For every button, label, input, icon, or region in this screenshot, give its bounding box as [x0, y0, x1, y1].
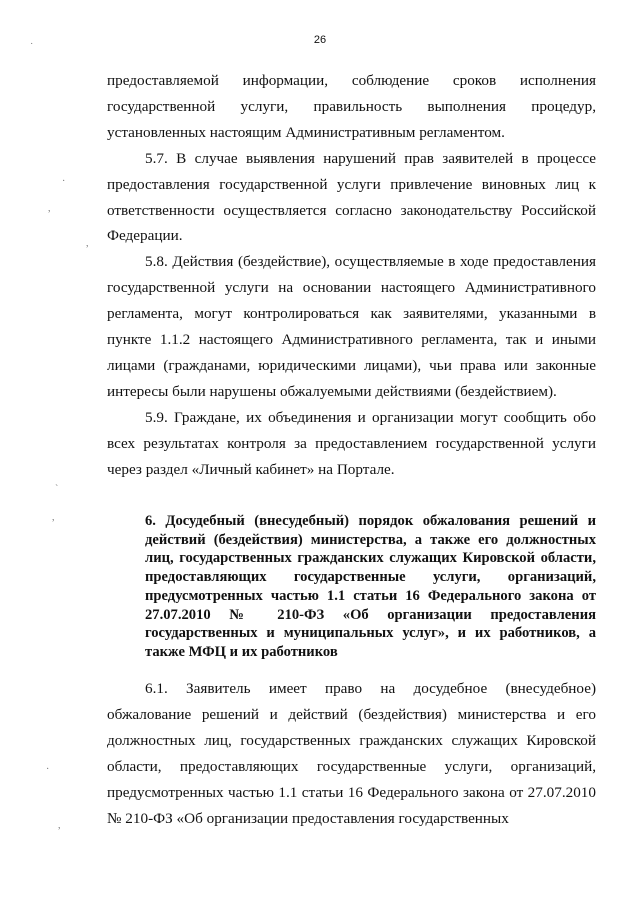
paragraph-6-1: 6.1. Заявитель имеет право на досудебное (внесудебное) обжалование решений и действий (бездействия) министерства и его должностных лиц, государственных гражданских служащих Кировской области, предоставляющих государственные услуги, организаций, предусмотренных частью 1.1 статьи 16 Федерального закона от 27.07.2010 № 210-ФЗ «Об организации предоставления государственных	[107, 680, 596, 827]
section-heading: 6. Досудебный (внесудебный) порядок обжалования решений и действий (бездействия) министерства, а также его должностных лиц, государственных гражданских служащих Кировской области, предоставляющих государственные услуги, организаций, предусмотренных частью 1.1 статьи 16 Федерального закона от 27.07.2010 № 210-ФЗ «Об организации предоставления государственных и муниципальных услуг», и их работников, а также МФЦ и их работников	[145, 513, 596, 660]
scan-speck: `	[55, 484, 59, 495]
paragraph-5-9: 5.9. Граждане, их объединения и организации могут сообщить обо всех результатах контроля за предоставлением государственной услуги через раздел «Личный кабинет» на Портале.	[107, 408, 596, 478]
body-text-bottom	[107, 676, 596, 831]
body-text-top	[107, 68, 596, 483]
scan-speck: ,	[52, 512, 55, 523]
scan-speck: ˙	[30, 42, 34, 53]
scan-speck: ,	[48, 203, 51, 214]
page-number: 26	[313, 34, 327, 46]
scan-speck: ,	[58, 820, 61, 831]
scan-speck: ,	[86, 238, 89, 249]
paragraph-continuation: предоставляемой информации, соблюдение сроков исполнения государственной услуги, правильность выполнения процедур, установленных настоящим Административным регламентом.	[107, 72, 596, 141]
scan-speck: ·	[62, 176, 66, 187]
scan-speck: ·	[46, 764, 50, 775]
paragraph-5-7: 5.7. В случае выявления нарушений прав заявителей в процессе предоставления государственной услуги привлечение виновных лиц к ответственности осуществляется согласно законодательству Российской Федерации.	[107, 149, 596, 245]
paragraph-5-8: 5.8. Действия (бездействие), осуществляемые в ходе предоставления государственной услуги на основании настоящего Административного регламента, могут контролироваться как заявителями, указанными в пункте 1.1.2 настоящего Административного регламента, так и иными лицами (гражданами, юридическими лицами), чьи права или законные интересы были нарушены обжалуемыми действиями (бездействием).	[107, 253, 596, 400]
